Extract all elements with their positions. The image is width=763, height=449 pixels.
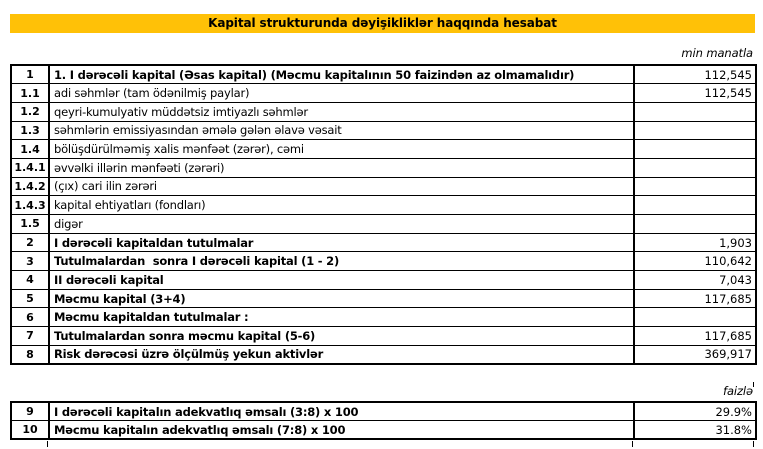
row-number-cell: 8 bbox=[11, 345, 49, 364]
row-number-cell: 3 bbox=[11, 252, 49, 271]
table-row bbox=[11, 102, 756, 121]
row-label-cell: (çıx) cari ilin zərəri bbox=[49, 177, 634, 196]
capital-table-body bbox=[11, 65, 756, 364]
table-row bbox=[11, 308, 756, 327]
row-label-cell: bölüşdürülməmiş xalis mənfəət (zərər), cəmi bbox=[49, 140, 634, 159]
table-row bbox=[11, 158, 756, 177]
row-value-cell bbox=[634, 177, 756, 196]
table-row bbox=[11, 177, 756, 196]
table-row bbox=[11, 84, 756, 103]
table-row bbox=[11, 327, 756, 346]
grid-stub bbox=[47, 441, 48, 447]
row-number-cell: 4 bbox=[11, 271, 49, 290]
row-value-cell bbox=[634, 196, 756, 215]
table-row bbox=[11, 271, 756, 290]
row-number-cell: 1.4.2 bbox=[11, 177, 49, 196]
row-value-cell: 110,642 bbox=[634, 252, 756, 271]
row-label-cell: Risk dərəcəsi üzrə ölçülmüş yekun aktivlər bbox=[49, 345, 634, 364]
row-number-cell: 1.3 bbox=[11, 121, 49, 140]
grid-stub bbox=[632, 441, 633, 447]
row-number-cell: 1.1 bbox=[11, 84, 49, 103]
row-number-cell: 2 bbox=[11, 233, 49, 252]
row-number-cell: 6 bbox=[11, 308, 49, 327]
row-value-cell: 31.8% bbox=[634, 421, 756, 440]
row-value-cell: 112,545 bbox=[634, 65, 756, 84]
row-label-cell: I dərəcəli kapitaldan tutulmalar bbox=[49, 233, 634, 252]
row-number-cell: 1 bbox=[11, 65, 49, 84]
row-value-cell bbox=[634, 308, 756, 327]
table-row bbox=[11, 215, 756, 234]
row-label-cell: Məcmu kapitaldan tutulmalar : bbox=[49, 308, 634, 327]
row-value-cell: 117,685 bbox=[634, 327, 756, 346]
row-number-cell: 1.4.1 bbox=[11, 158, 49, 177]
row-number-cell: 1.5 bbox=[11, 215, 49, 234]
row-label-cell: II dərəcəli kapital bbox=[49, 271, 634, 290]
row-label-cell: əvvəlki illərin mənfəəti (zərəri) bbox=[49, 158, 634, 177]
row-label-cell: I dərəcəli kapitalın adekvatlıq əmsalı (3:8) x 100 bbox=[49, 402, 634, 421]
row-label-cell: qeyri-kumulyativ müddətsiz imtiyazlı səhmlər bbox=[49, 102, 634, 121]
adequacy-ratio-table bbox=[10, 401, 757, 440]
table-row bbox=[11, 196, 756, 215]
report-title: Kapital strukturunda dəyişikliklər haqqında hesabat bbox=[10, 14, 755, 33]
unit-label-faizle: faizlə bbox=[723, 384, 753, 398]
table-row bbox=[11, 421, 756, 440]
row-value-cell bbox=[634, 102, 756, 121]
row-number-cell: 9 bbox=[11, 402, 49, 421]
ratio-table-body bbox=[11, 402, 756, 439]
row-number-cell: 10 bbox=[11, 421, 49, 440]
table-row bbox=[11, 345, 756, 364]
row-label-cell: Məcmu kapital (3+4) bbox=[49, 289, 634, 308]
table-row bbox=[11, 140, 756, 159]
table-row bbox=[11, 402, 756, 421]
row-value-cell: 117,685 bbox=[634, 289, 756, 308]
row-label-cell: Məcmu kapitalın adekvatlıq əmsalı (7:8) x 100 bbox=[49, 421, 634, 440]
grid-stub bbox=[753, 382, 754, 387]
row-number-cell: 5 bbox=[11, 289, 49, 308]
table-row bbox=[11, 252, 756, 271]
row-label-cell: kapital ehtiyatları (fondları) bbox=[49, 196, 634, 215]
table-row bbox=[11, 233, 756, 252]
row-number-cell: 1.4 bbox=[11, 140, 49, 159]
row-number-cell: 7 bbox=[11, 327, 49, 346]
row-value-cell: 369,917 bbox=[634, 345, 756, 364]
row-label-cell: 1. I dərəcəli kapital (Əsas kapital) (Məcmu kapitalının 50 faizindən az olmamalıdır) bbox=[49, 65, 634, 84]
row-value-cell: 1,903 bbox=[634, 233, 756, 252]
row-value-cell bbox=[634, 215, 756, 234]
unit-label-min-manatla: min manatla bbox=[681, 46, 753, 60]
row-value-cell bbox=[634, 158, 756, 177]
row-value-cell: 112,545 bbox=[634, 84, 756, 103]
row-value-cell bbox=[634, 121, 756, 140]
row-number-cell: 1.2 bbox=[11, 102, 49, 121]
row-label-cell: səhmlərin emissiyasından əmələ gələn əlavə vəsait bbox=[49, 121, 634, 140]
row-value-cell bbox=[634, 140, 756, 159]
row-value-cell: 29.9% bbox=[634, 402, 756, 421]
row-value-cell: 7,043 bbox=[634, 271, 756, 290]
row-number-cell: 1.4.3 bbox=[11, 196, 49, 215]
row-label-cell: digər bbox=[49, 215, 634, 234]
table-row bbox=[11, 121, 756, 140]
row-label-cell: adi səhmlər (tam ödənilmiş paylar) bbox=[49, 84, 634, 103]
row-label-cell: Tutulmalardan sonra məcmu kapital (5-6) bbox=[49, 327, 634, 346]
table-row bbox=[11, 289, 756, 308]
row-label-cell: Tutulmalardan sonra I dərəcəli kapital (1 - 2) bbox=[49, 252, 634, 271]
grid-stub bbox=[753, 441, 754, 447]
capital-structure-table bbox=[10, 64, 757, 365]
table-row bbox=[11, 65, 756, 84]
